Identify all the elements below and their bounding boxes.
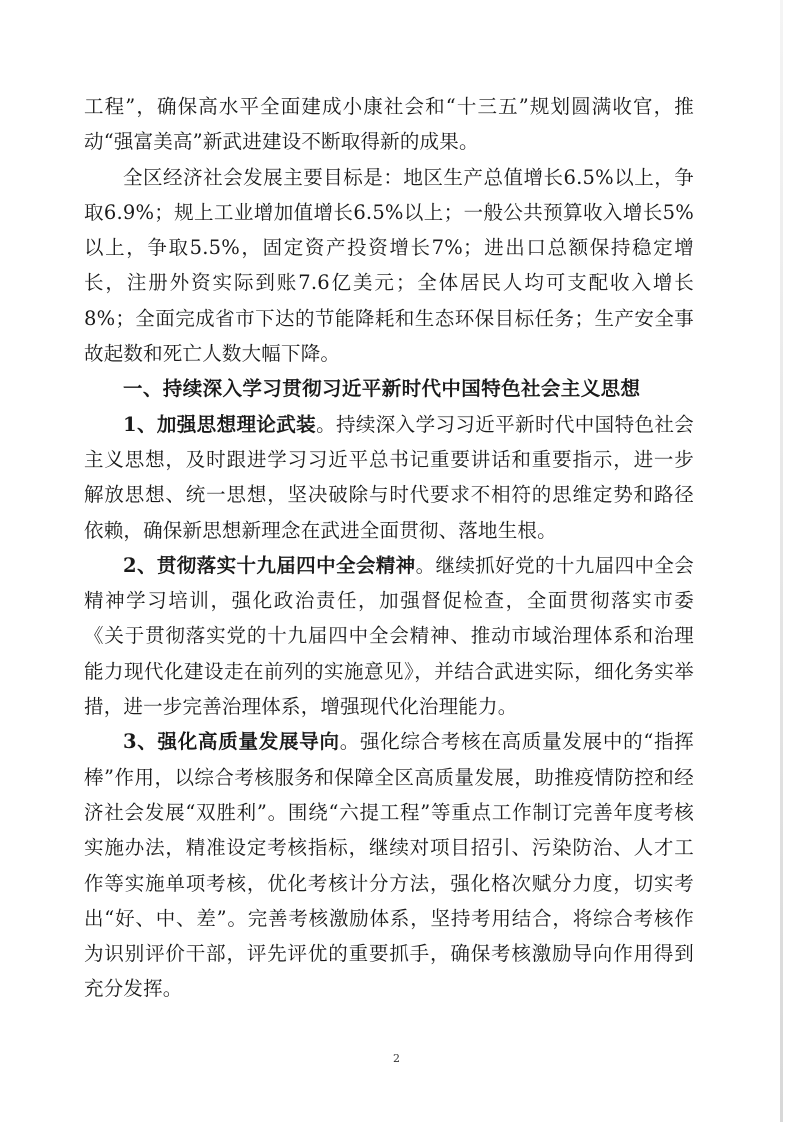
item-title: 1、加强思想理论武装	[123, 412, 317, 436]
paragraph-economic-targets: 全区经济社会发展主要目标是：地区生产总值增长6.5%以上，争取6.9%；规上工业增加值增长6.5%以上；一般公共预算收入增长5%以上，争取5.5%，固定资产投资增长7%；进出口总额保持稳定增长，注册外资实际到账7.6亿美元；全体居民人均可支配收入增长8%；全面完成省市下达的节能降耗和生态环保目标任务；生产安全事故起数和死亡人数大幅下降。	[84, 165, 694, 366]
item-title: 2、贯彻落实十九届四中全会精神	[123, 553, 416, 577]
item-text: 。持续深入学习习近平新时代中国特色社会主义思想，及时跟进学习习近平总书记重要讲话和重要指示，进一步解放思想、统一思想，坚决破除与时代要求不相符的思维定势和路径依赖，确保新思想新理念在武进全面贯彻、落地生根。	[84, 412, 694, 542]
list-item	[84, 548, 694, 724]
paragraph-continuation: 工程”，确保高水平全面建成小康社会和“十三五”规划圆满收官，推动“强富美高”新武进建设不断取得新的成果。	[84, 95, 694, 154]
list-item	[84, 724, 694, 1006]
scan-edge-artifact	[780, 0, 783, 1122]
item-text: 。继续抓好党的十九届四中全会精神学习培训，强化政治责任，加强督促检查，全面贯彻落实市委《关于贯彻落实党的十九届四中全会精神、推动市域治理体系和治理能力现代化建设走在前列的实施意见》，并结合武进实际，细化务实举措，进一步完善治理体系，增强现代化治理能力。	[84, 553, 694, 719]
item-text: 。强化综合考核在高质量发展中的“指挥棒”作用，以综合考核服务和保障全区高质量发展，助推疫情防控和经济社会发展“双胜利”。围绕“六提工程”等重点工作制订完善年度考核实施办法，精准设定考核指标，继续对项目招引、污染防治、人才工作等实施单项考核，优化考核计分方法，强化格次赋分力度，切实考出“好、中、差”。完善考核激励体系，坚持考用结合，将综合考核作为识别评价干部，评先评优的重要抓手，确保考核激励导向作用得到充分发挥。	[84, 730, 694, 1001]
page-number: 2	[393, 1052, 400, 1065]
list-item	[84, 407, 694, 548]
body-text	[84, 89, 694, 1007]
section-heading: 一、持续深入学习贯彻习近平新时代中国特色社会主义思想	[123, 377, 641, 401]
item-title: 3、强化高质量发展导向	[123, 730, 340, 754]
